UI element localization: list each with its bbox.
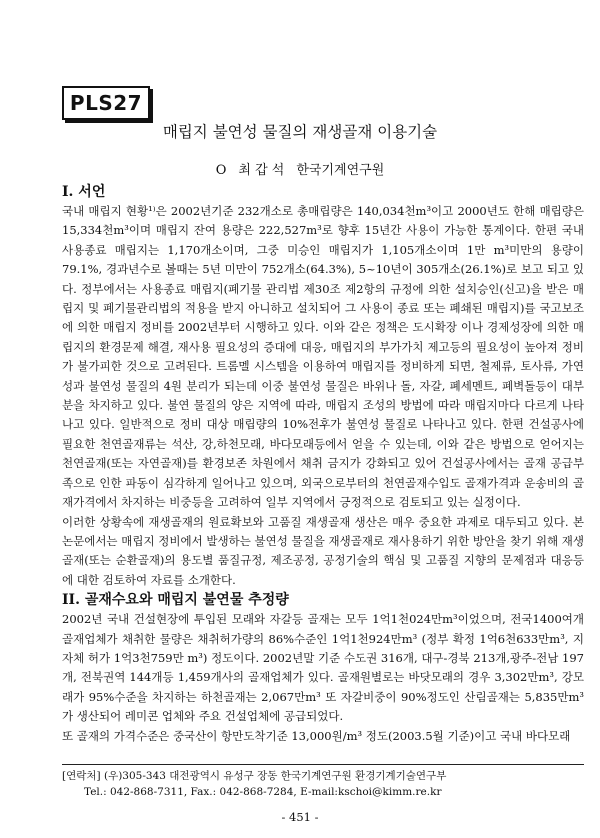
author-line — [0, 162, 600, 180]
author-name: 최 갑 석 — [238, 163, 285, 178]
section-heading-intro: I. 서언 — [62, 184, 106, 200]
paper-code-box: PLS27 — [62, 86, 150, 120]
contact-tel: Tel.: 042-868-7311, Fax.: 042-868-7284, E-mail:kschoi@kimm.re.kr — [84, 786, 442, 798]
intro-paragraph-2: 이러한 상황속에 재생골재의 원료확보와 고품질 재생골재 생산은 매우 중요한 과제로 대두되고 있다. 본 논문에서는 매립지 정비에서 발생하는 불연성 물질을 재생골재로 재사용하기 위한 방안을 찾기 위해 재생골재(또는 순환골재)의 용도별 품질규정, 제조공정, 공정기술의 핵심 및 고품질 지향의 문제점과 대응등에 대한 검토하여 자료를 소개한다. — [62, 514, 584, 587]
page-number: - 451 - — [281, 810, 319, 824]
contact-address: (우)305-343 대전광역시 유성구 장동 한국기계연구원 환경기계기술연구부 — [103, 770, 447, 782]
demand-paragraph-2: 또 골재의 가격수준은 중국산이 항만도착기준 13,000원/m³ 정도(2003.5월 기준)이고 국내 바다모래 — [62, 728, 571, 743]
section-heading-aggregate-demand: II. 골재수요와 매립지 불연물 추정량 — [62, 592, 289, 609]
paper-body — [62, 182, 584, 746]
intro-paragraph-1: 국내 매립지 현황¹⁾은 2002년기준 232개소로 총매립량은 140,034천m³이고 2000년도 한해 매립량은 15,334천m³이며 매립지 잔여 용량은 222,527m³로 향후 15년간 사용이 가능한 통계이다. 한편 국내 사용종료 매립지는 1,170개소이며, 그중 미승인 매립지가 1,105개소이며 1만 m³미만의 용량이 79.1%, 경과년수로 볼때는 5년 미만이 752개소(64.3%), 5~10년이 305개소(26.1%)로 보고 되고 있다. 정부에서는 사용종료 매립지(폐기물 관리법 제30조 제2항의 규정에 의한 설치승인(신고)을 받은 매립지 및 폐기물관리법의 적용을 받지 아니하고 설치되어 그 사용이 종료 또는 폐쇄된 매립지)를 국고보조에 의한 매립지 정비를 2002년부터 시행하고 있다. 이와 같은 정책은 도시확장 이나 경제성장에 의한 매립지의 환경문제 해결, 재사용 필요성의 증대에 대응, 매립지의 부가가치 제고등의 필요성이 높아져 정비가 불가피한 것으로 고려된다. 트롬멜 시스템을 이용하여 매립지를 정비하게 되면, 철제류, 토사류, 가연성과 불연성 물질의 4원 분리가 되는데 이중 불연성 물질은 바위나 돌, 자갈, 폐세멘트, 폐벽돌등이 대부분을 차지하고 있다. 불연 물질의 양은 지역에 따라, 매립지 조성의 방법에 따라 매립지마다 다르게 나타나고 있다. 일반적으로 정비 대상 매립량의 10%전후가 불연성 물질로 나타나고 있다. 한편 건설공사에 필요한 천연골재류는 석산, 강,하천모래, 바다모래등에서 얻을 수 있는데, 이와 같은 방법으로 얻어지는 천연골재(또는 자연골재)를 환경보존 차원에서 채취 금지가 강화되고 있어 건설공사에서는 골재 공급부족으로 인한 파동이 심각하게 일어나고 있으며, 외국으로부터의 천연골재수입도 골재가격과 운송비의 골재가격에서 차지하는 비중등을 고려하여 일부 지역에서 긍정적으로 검토되고 있는 실정이다. — [62, 204, 584, 510]
contact-label: [연락처] — [62, 770, 101, 782]
contact-address-line — [62, 768, 584, 784]
demand-paragraph-1: 2002년 국내 건설현장에 투입된 모래와 자갈등 골재는 모두 1억1천024만m³이었으며, 전국1400여개 골재업체가 채취한 물량은 채취허가량의 86%수준인 1억1천924만m³ (정부 확정 1억6천633만m³, 지자체 허가 1억3천759만 m³) 정도이다. 2002년말 기준 수도권 316개, 대구-경북 213개,광주-전남 197개, 전북권역 144개등 1,459개사의 골재업체가 있다. 골재원별로는 바닷모래의 경우 3,302만m³, 강모래가 95%수준을 차지하는 하천골재는 2,067만m³ 또 자갈비중이 90%정도인 산림골재는 5,835만m³가 생산되어 레미콘 업체와 주요 건설업체에 공급되었다. — [62, 612, 584, 724]
author-affiliation: 한국기계연구원 — [296, 163, 385, 178]
presenter-marker: O — [215, 163, 227, 178]
contact-block — [62, 768, 584, 800]
paper-title: 매립지 불연성 물질의 재생골재 이용기술 — [162, 123, 438, 141]
footer-divider — [62, 764, 584, 765]
